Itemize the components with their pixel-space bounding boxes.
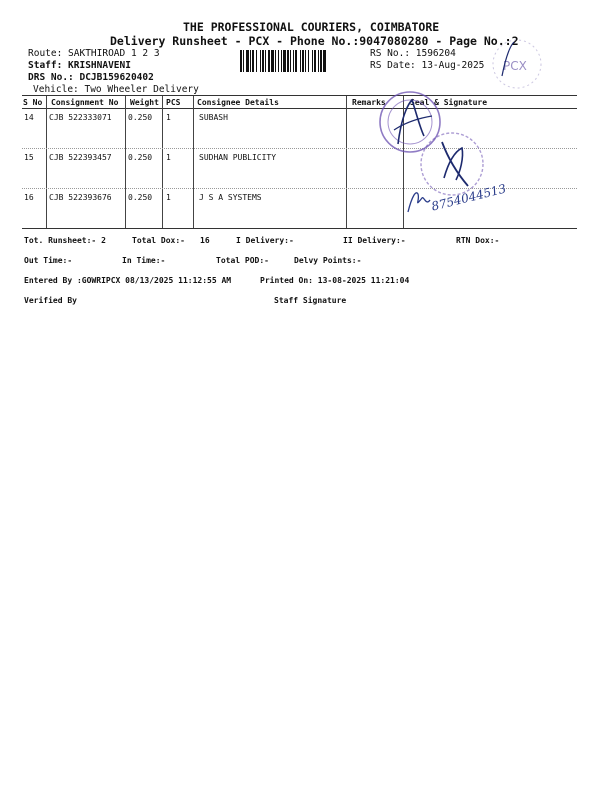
row-consignee: SUBASH [199, 113, 228, 122]
row-consignment: CJB 522393676 [49, 193, 112, 202]
entered-by: Entered By :GOWRIPCX 08/13/2025 11:12:55 AM [24, 276, 232, 285]
row-consignment: CJB 522393457 [49, 153, 112, 162]
company-title: THE PROFESSIONAL COURIERS, COIMBATORE [183, 20, 440, 34]
ii-delivery: II Delivery:- [343, 236, 406, 245]
barcode [240, 50, 366, 72]
row-weight: 0.250 [128, 153, 153, 162]
total-dox-value: 16 [200, 236, 210, 245]
total-dox: Total Dox:- [132, 236, 185, 245]
col-header-consignee: Consignee Details [197, 98, 279, 107]
total-pod: Total POD:- [216, 256, 269, 265]
row-weight: 0.250 [128, 113, 153, 122]
row-pcs: 1 [166, 193, 171, 202]
i-delivery: I Delivery:- [236, 236, 294, 245]
in-time: In Time:- [122, 256, 166, 265]
rtn-dox: RTN Dox:- [456, 236, 500, 245]
delvy-points: Delvy Points:- [294, 256, 362, 265]
stamp-text: PCX [503, 59, 527, 73]
col-header-sno: S No [23, 98, 43, 107]
drs-number: DRS No.: DCJB159620402 [28, 72, 154, 83]
col-header-remarks: Remarks [352, 98, 386, 107]
row-pcs: 1 [166, 113, 171, 122]
row-weight: 0.250 [128, 193, 153, 202]
staff-label: Staff: KRISHNAVENI [28, 60, 131, 71]
col-header-seal-signature: Seal & Signature [410, 98, 488, 107]
col-header-weight: Weight [130, 98, 159, 107]
out-time: Out Time:- [24, 256, 73, 265]
row-sno: 16 [24, 193, 34, 202]
row-consignee: SUDHAN PUBLICITY [199, 153, 277, 162]
route-label: Route: SAKTHIROAD 1 2 3 [28, 48, 160, 59]
row-sno: 14 [24, 113, 34, 122]
tot-runsheet: Tot. Runsheet:- 2 [24, 236, 106, 245]
rs-number: RS No.: 1596204 [370, 48, 456, 59]
row-sno: 15 [24, 153, 34, 162]
staff-signature: Staff Signature [274, 296, 347, 305]
col-header-consignment: Consignment No [51, 98, 119, 107]
runsheet-subtitle: Delivery Runsheet - PCX - Phone No.:9047080280 - Page No.:2 [110, 34, 519, 48]
row-consignee: J S A SYSTEMS [199, 193, 262, 202]
row-consignment: CJB 522333071 [49, 113, 112, 122]
pcx-stamp [484, 36, 550, 92]
verified-by: Verified By [24, 296, 77, 305]
rs-date: RS Date: 13-Aug-2025 [370, 60, 485, 71]
handwritten-phone: 8754044513 [430, 181, 508, 214]
vehicle-label: Vehicle: Two Wheeler Delivery [33, 84, 199, 95]
col-header-pcs: PCS [166, 98, 181, 107]
printed-on: Printed On: 13-08-2025 11:21:04 [260, 276, 410, 285]
row-pcs: 1 [166, 153, 171, 162]
